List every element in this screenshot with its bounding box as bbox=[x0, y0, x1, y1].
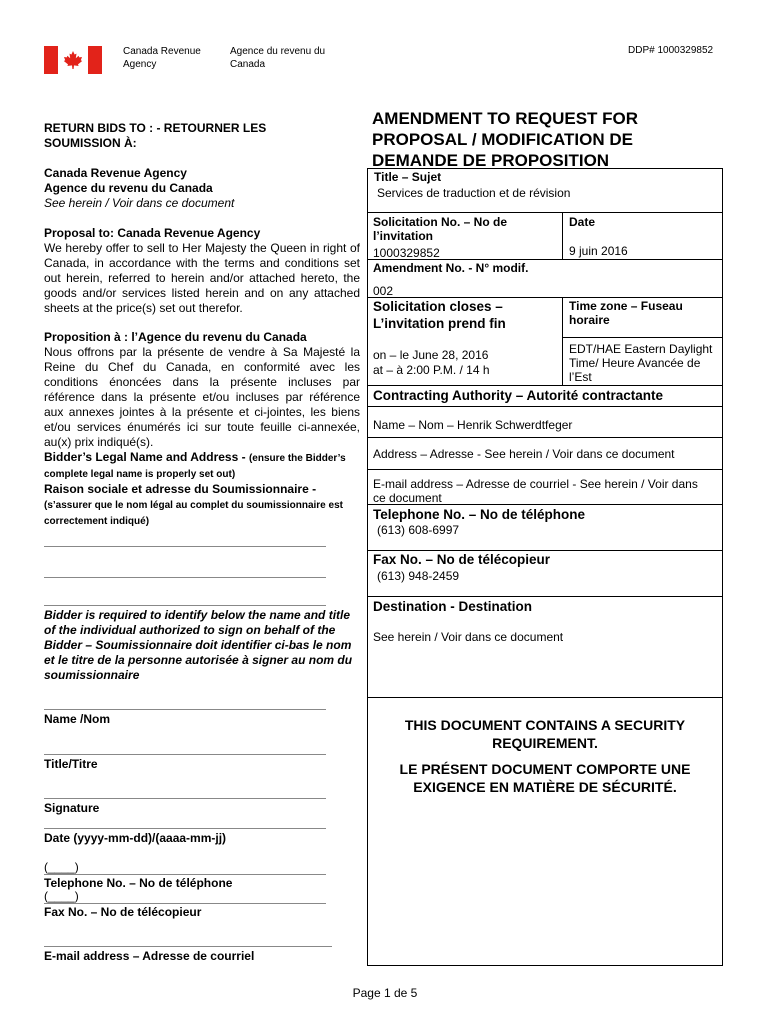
proposal-block bbox=[44, 226, 360, 316]
proposal-text: We hereby offer to sell to Her Majesty the Queen in right of Canada, in accordance with the terms and conditions set out herein, referred to herein and/or attached hereto, the goods and/or services listed herein and on any attached sheets at the price(s) set out therefor. bbox=[44, 241, 360, 315]
divider bbox=[562, 259, 723, 260]
divider bbox=[367, 385, 723, 386]
timezone-value: EDT/HAE Eastern Daylight Time/ Heure Avancée de l’Est bbox=[569, 342, 713, 384]
telephone-value: (613) 608-6997 bbox=[377, 523, 460, 537]
date-value: 9 juin 2016 bbox=[569, 244, 628, 258]
destination-value: See herein / Voir dans ce document bbox=[373, 630, 564, 644]
proposition-title: Proposition à : l’Agence du revenu du Canada bbox=[44, 330, 307, 344]
fax-line[interactable] bbox=[44, 903, 326, 904]
authority-label: Contracting Authority – Autorité contractante bbox=[373, 388, 664, 403]
legal-name-block bbox=[44, 450, 360, 529]
name-line[interactable] bbox=[44, 709, 326, 710]
solicitation-value: 1000329852 bbox=[373, 246, 440, 260]
cra-address-block bbox=[44, 166, 354, 211]
document-title: AMENDMENT TO REQUEST FOR PROPOSAL / MODIFICATION DE DEMANDE DE PROPOSITION bbox=[372, 109, 639, 170]
flag-right-bar bbox=[88, 46, 102, 74]
signature-label: Signature bbox=[44, 801, 100, 815]
closes-label: Solicitation closes – L’invitation prend fin bbox=[373, 299, 506, 331]
ddp-number: DDP# 1000329852 bbox=[628, 45, 714, 56]
raison-note: (s’assurer que le nom légal au complet du soumissionnaire est correctement indiqué) bbox=[44, 500, 343, 527]
agency-name-fr: Agence du revenu du Canada bbox=[230, 46, 326, 70]
title-sujet-label: Title – Sujet bbox=[374, 170, 442, 184]
divider bbox=[562, 337, 723, 338]
title-label: Title/Titre bbox=[44, 757, 98, 771]
flag-left-bar bbox=[44, 46, 58, 74]
page-number: Page 1 de 5 bbox=[352, 986, 418, 1000]
closes-at: at – à 2:00 P.M. / 14 h bbox=[373, 363, 490, 377]
date-line[interactable] bbox=[44, 828, 326, 829]
date-label: Date (yyyy-mm-dd)/(aaaa-mm-jj) bbox=[44, 831, 227, 845]
divider bbox=[562, 297, 563, 385]
cra-name-en: Canada Revenue Agency bbox=[44, 166, 187, 180]
authority-email: E-mail address – Adresse de courriel - See herein / Voir dans ce document bbox=[373, 477, 698, 505]
return-bids-heading: RETURN BIDS TO : - RETOURNER LES SOUMISSION À: bbox=[44, 121, 267, 150]
timezone-label: Time zone – Fuseau horaire bbox=[569, 299, 683, 327]
divider bbox=[367, 212, 723, 213]
see-herein-text: See herein / Voir dans ce document bbox=[44, 196, 235, 210]
divider bbox=[367, 406, 723, 407]
authority-name: Name – Nom – Henrik Schwerdtfeger bbox=[373, 418, 573, 432]
security-fr: LE PRÉSENT DOCUMENT COMPORTE UNE EXIGENCE EN MATIÈRE DE SÉCURITÉ. bbox=[399, 761, 691, 795]
divider bbox=[367, 437, 723, 438]
bidder-note: Bidder is required to identify below the name and title of the individual authorized to sign on behalf of the Bidder – Soumissionnaire doit identifier ci-bas le nom et le titre de la personne autorisée à signer au nom du soumissionnaire bbox=[44, 608, 353, 682]
divider bbox=[367, 596, 723, 597]
proposal-title: Proposal to: Canada Revenue Agency bbox=[44, 226, 261, 240]
telephone-line[interactable] bbox=[44, 874, 326, 875]
legal-name-title: Bidder’s Legal Name and Address - bbox=[44, 450, 249, 464]
security-notice bbox=[380, 716, 710, 796]
amendment-label: Amendment No. - N° modif. bbox=[373, 261, 529, 275]
amendment-value: 002 bbox=[373, 284, 394, 298]
divider bbox=[367, 469, 723, 470]
agency-name-en: Canada Revenue Agency bbox=[123, 46, 201, 70]
authority-address: Address – Adresse - See herein / Voir dans ce document bbox=[373, 447, 675, 461]
divider bbox=[367, 504, 723, 505]
fax-area-code[interactable]: (____) bbox=[44, 889, 79, 903]
legal-name-note: (ensure the Bidder’s complete legal name is properly set out) bbox=[44, 453, 346, 480]
signature-line[interactable] bbox=[44, 798, 326, 799]
divider bbox=[367, 697, 723, 698]
address-line-1[interactable] bbox=[44, 546, 326, 547]
telephone-header: Telephone No. – No de téléphone bbox=[373, 507, 586, 522]
security-en: THIS DOCUMENT CONTAINS A SECURITY REQUIREMENT. bbox=[404, 717, 686, 751]
proposition-block bbox=[44, 330, 360, 450]
divider bbox=[367, 259, 562, 260]
fax-value: (613) 948-2459 bbox=[377, 569, 460, 583]
proposition-text: Nous offrons par la présente de vendre à Sa Majesté la Reine du Chef du Canada, en conformité avec les conditions énoncées dans la présente incluses par référence dans la présente et/ou incluses par référence aux annexes jointes à la présente et ci-jointes, les biens et/ou services énumérés ici sur toute feuille ci-annexée, au(x) prix indiqué(s). bbox=[44, 345, 360, 449]
telephone-area-code[interactable]: (____) bbox=[44, 860, 79, 874]
title-line[interactable] bbox=[44, 754, 326, 755]
email-label: E-mail address – Adresse de courriel bbox=[44, 949, 255, 963]
date-header: Date bbox=[569, 215, 596, 229]
fax-header: Fax No. – No de télécopieur bbox=[373, 552, 551, 567]
maple-leaf-icon bbox=[62, 50, 84, 70]
canada-flag-icon bbox=[44, 46, 102, 74]
cra-name-fr: Agence du revenu du Canada bbox=[44, 181, 213, 195]
fax-label: Fax No. – No de télécopieur bbox=[44, 905, 202, 919]
closes-on: on – le June 28, 2016 bbox=[373, 348, 489, 362]
name-label: Name /Nom bbox=[44, 712, 111, 726]
solicitation-label: Solicitation No. – No de l’invitation bbox=[373, 215, 508, 243]
email-line[interactable] bbox=[44, 946, 332, 947]
address-line-3[interactable] bbox=[44, 605, 326, 606]
address-line-2[interactable] bbox=[44, 577, 326, 578]
title-sujet-value: Services de traduction et de révision bbox=[377, 186, 571, 200]
destination-label: Destination - Destination bbox=[373, 599, 533, 614]
telephone-label: Telephone No. – No de téléphone bbox=[44, 876, 233, 890]
raison-title: Raison sociale et adresse du Soumissionnaire - bbox=[44, 482, 317, 496]
divider bbox=[562, 212, 563, 259]
flag-center bbox=[58, 46, 88, 74]
